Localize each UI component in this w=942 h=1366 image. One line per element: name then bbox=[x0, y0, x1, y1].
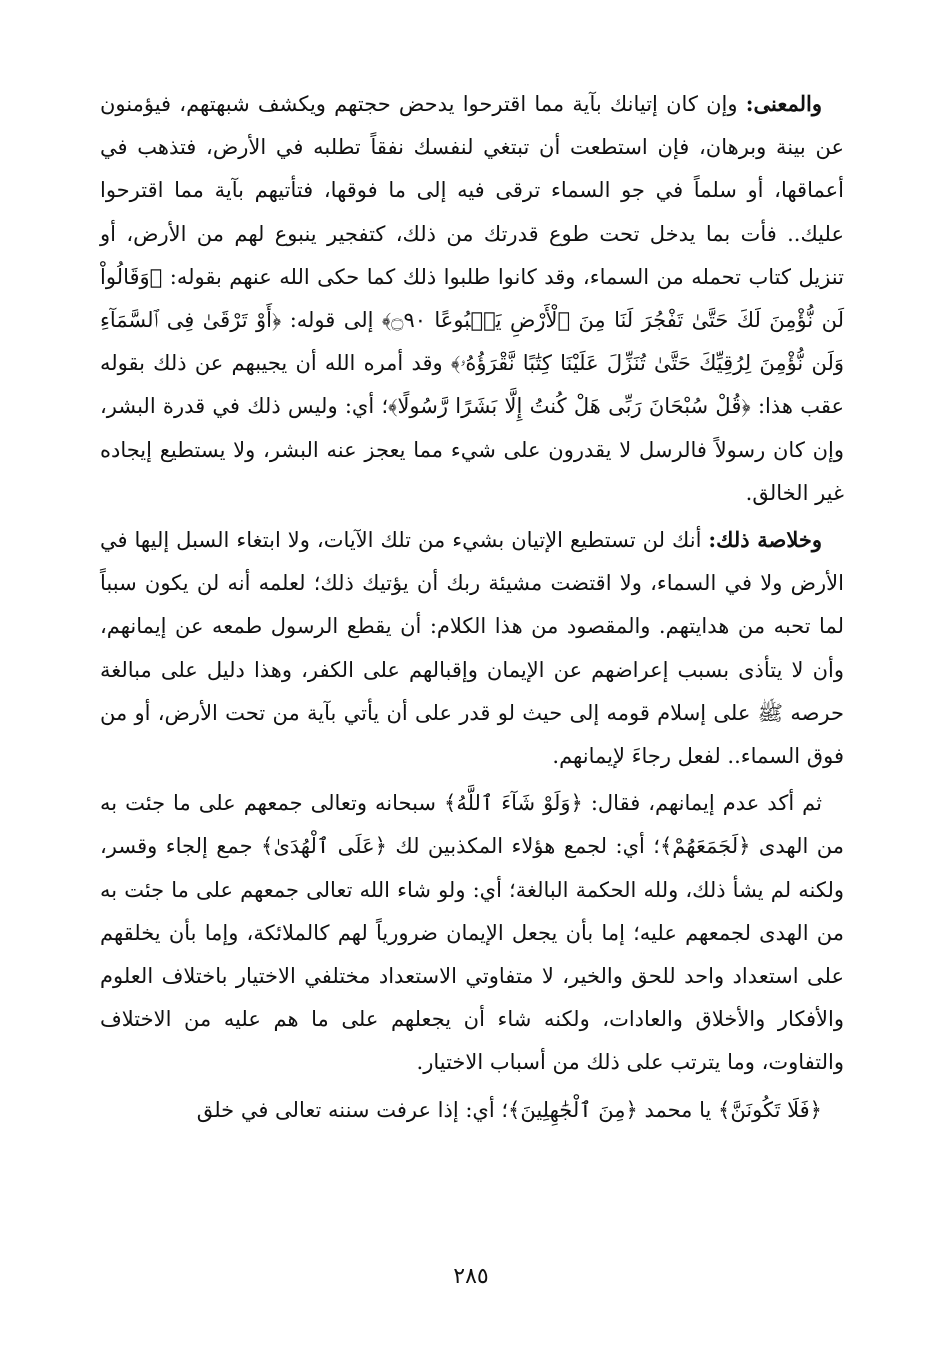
paragraph-summary bbox=[100, 518, 844, 778]
paragraph-text: ﴿فَلَا تَكُونَنَّ﴾ يا محمد ﴿مِنَ ٱلْجَٰهِلِينَ﴾؛ أي: إذا عرفت سننه تعالى في خلق bbox=[196, 1097, 822, 1122]
page-number: ٢٨٥ bbox=[453, 1264, 489, 1289]
paragraph-text: أنك لن تستطيع الإتيان بشيء من تلك الآيات، ولا ابتغاء السبل إليها في الأرض ولا في السماء، ولا اقتضت مشيئة ربك أن يؤتيك ذلك؛ لعلمه أنه لن يكون سبباً لما تحبه من هدايتهم. والمقصود من هذا الكلام: أن يقطع الرسول طمعه عن إيمانهم، وأن لا يتأذى بسبب إعراضهم عن الإيمان وإقبالهم على الكفر، وهذا دليل على مبالغة حرصه ﷺ على إسلام قومه إلى حيث لو قدر على أن يأتي بآية من تحت الأرض، أو من فوق السماء.. لفعل رجاءَ لإيمانهم. bbox=[100, 528, 844, 769]
paragraph-lead: والمعنى: bbox=[745, 91, 822, 116]
paragraph-will-of-god bbox=[100, 781, 844, 1084]
paragraph-meaning bbox=[100, 82, 844, 515]
paragraph-do-not-be bbox=[100, 1088, 844, 1132]
page-body bbox=[100, 82, 844, 1272]
paragraph-text: وإن كان إتيانك بآية مما اقترحوا يدحض حجتهم ويكشف شبهتهم، فيؤمنون عن بينة وبرهان، فإن استطعت أن تبتغي لنفسك نفقاً تطلبه في الأرض، فتذهب في أعماقها، أو سلماً في جو السماء ترقى فيه إلى ما فوقها، فتأتيهم بآية مما اقترحوا عليك.. فأت بما يدخل تحت طوع قدرتك من ذلك، كتفجير ينبوع لهم من الأرض، أو تنزيل كتاب تحمله من السماء، وقد كانوا طلبوا ذلك كما حكى الله عنهم بقوله: ﴿وَقَالُواْ لَن نُّؤْمِنَ لَكَ حَتَّىٰ تَفْجُرَ لَنَا مِنَ ٱلْأَرْضِ يَنۢبُوعًا ۝٩٠﴾ إلى قوله: ﴿أَوْ تَرْقَىٰ فِى ٱلسَّمَآءِ وَلَن نُّؤْمِنَ لِرُقِيِّكَ حَتَّىٰ تُنَزِّلَ عَلَيْنَا كِتَٰبًا نَّقْرَؤُهُۥ﴾ وقد أمره الله أن يجيبهم عن ذلك بقوله عقب هذا: ﴿قُلْ سُبْحَانَ رَبِّى هَلْ كُنتُ إِلَّا بَشَرًا رَّسُولًا﴾؛ أي: وليس ذلك في قدرة البشر، وإن كان رسولاً فالرسل لا يقدرون على شيء مما يعجز عنه البشر، ولا يستطيع إيجاده غير الخالق. bbox=[100, 92, 844, 505]
paragraph-text: ثم أكد عدم إيمانهم، فقال: ﴿وَلَوْ شَآءَ ٱللَّهُ﴾ سبحانه وتعالى جمعهم على ما جئت به من الهدى ﴿لَجَمَعَهُمْ﴾؛ أي: لجمع هؤلاء المكذبين لك ﴿عَلَى ٱلْهُدَىٰ﴾ جمع إلجاء وقسر، ولكنه لم يشأ ذلك، ولله الحكمة البالغة؛ أي: ولو شاء الله تعالى جمعهم على ما جئت به من الهدى لجمعهم عليه؛ إما بأن يجعل الإيمان ضرورياً لهم كالملائكة، وإما بأن يخلقهم على استعداد واحد للحق والخير، لا متفاوتي الاستعداد مختلفي الاختيار باختلاف العلوم والأفكار والأخلاق والعادات، ولكنه شاء أن يجعلهم على ما هم عليه من الاختلاف والتفاوت، وما يترتب على ذلك من أسباب الاختيار. bbox=[100, 791, 844, 1075]
paragraph-lead: وخلاصة ذلك: bbox=[708, 527, 822, 553]
